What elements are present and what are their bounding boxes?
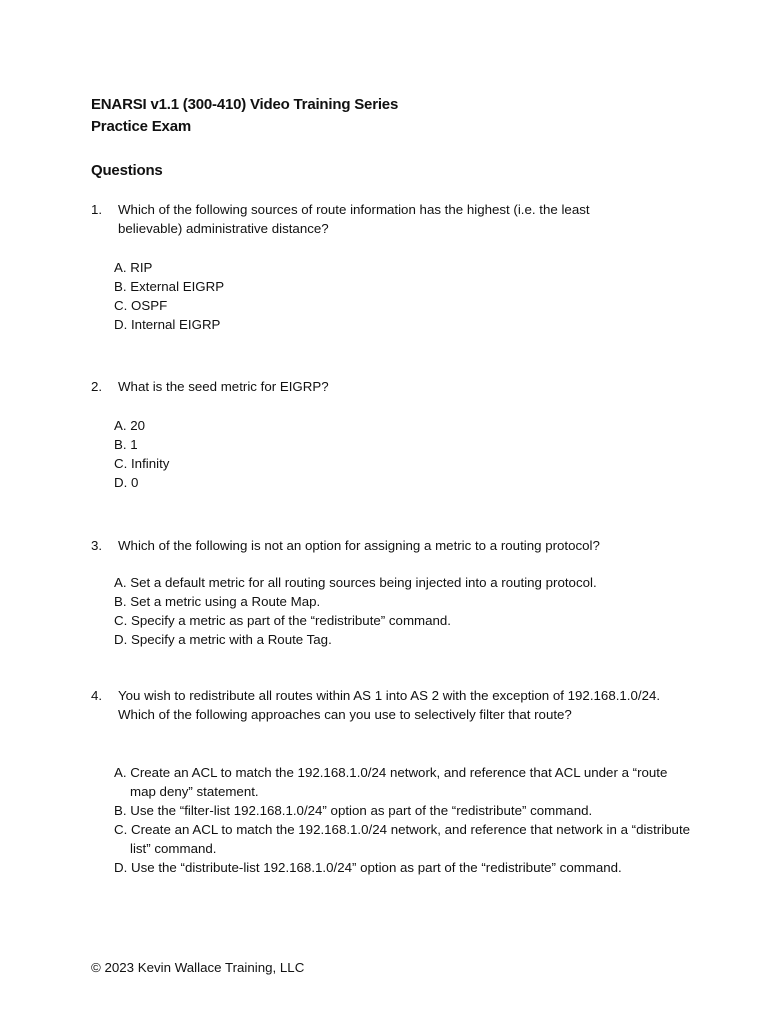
answer-option-d: D. Use the “distribute-list 192.168.1.0/24” option as part of the “redistribute” command.	[114, 860, 622, 875]
question-number: 4.	[91, 688, 103, 703]
answer-option-d: D. Internal EIGRP	[114, 317, 221, 332]
document-title: ENARSI v1.1 (300-410) Video Training Series	[91, 96, 399, 113]
question-number: 1.	[91, 202, 103, 217]
question-number: 3.	[91, 538, 103, 553]
answer-options	[114, 763, 694, 877]
question-text: You wish to redistribute all routes within AS 1 into AS 2 with the exception of 192.168.1.0/24. Which of the following approaches can you use to selectively filter that route?	[118, 688, 661, 722]
answer-option-a: A. RIP	[114, 260, 153, 275]
question-text: Which of the following is not an option for assigning a metric to a routing protocol?	[118, 538, 600, 553]
answer-option-d: D. 0	[114, 475, 139, 490]
answer-option-a: A. 20	[114, 418, 146, 433]
answer-option-b: B. Use the “filter-list 192.168.1.0/24” option as part of the “redistribute” command.	[114, 803, 593, 818]
answer-option-c: C. Create an ACL to match the 192.168.1.0/24 network, and reference that network in a “distribute list” command.	[114, 822, 691, 856]
answer-option-b: B. External EIGRP	[114, 279, 225, 294]
answer-option-b: B. 1	[114, 437, 138, 452]
question-number: 2.	[91, 379, 103, 394]
question-text: What is the seed metric for EIGRP?	[118, 379, 329, 394]
answer-option-c: C. OSPF	[114, 298, 168, 313]
answer-option-c: C. Infinity	[114, 456, 170, 471]
answer-option-b: B. Set a metric using a Route Map.	[114, 594, 321, 609]
section-heading: Questions	[91, 162, 163, 179]
document-subtitle: Practice Exam	[91, 118, 191, 135]
answer-option-c: C. Specify a metric as part of the “redistribute” command.	[114, 613, 451, 628]
answer-option-d: D. Specify a metric with a Route Tag.	[114, 632, 332, 647]
answer-option-a: A. Create an ACL to match the 192.168.1.0/24 network, and reference that ACL under a “route map deny” statement.	[114, 765, 668, 799]
answer-options	[114, 573, 694, 649]
answer-option-a: A. Set a default metric for all routing sources being injected into a routing protocol.	[114, 575, 597, 590]
answer-options	[114, 258, 694, 334]
answer-options	[114, 416, 694, 492]
copyright-footer: © 2023 Kevin Wallace Training, LLC	[91, 960, 305, 975]
question-text: Which of the following sources of route information has the highest (i.e. the least believable) administrative distance?	[118, 202, 590, 236]
